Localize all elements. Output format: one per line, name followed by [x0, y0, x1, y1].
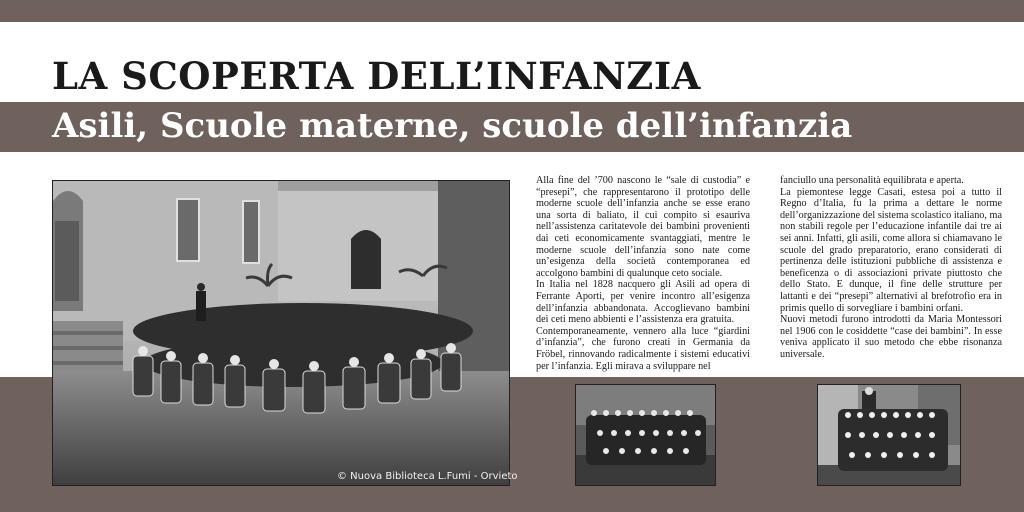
photo-credit: © Nuova Biblioteca L.Fumi - Orvieto: [337, 471, 518, 482]
paragraph: Contemporaneamente, vennero alla luce “giardini d’infanzia”, che furono creati in Germania da Fröbel, rinnovando radicalmente i sistemi educativi per l’infanzia. Egli mirava a sviluppare nel: [536, 325, 750, 372]
paragraph: In Italia nel 1828 nacquero gli Asili ad opera di Ferrante Aporti, per venire incontro all’esigenza dell’infanzia abbandonata. Accoglievano bambini dei ceti meno abbienti e l’assistenza era gratuita.: [536, 279, 750, 326]
paragraph: Nuovi metodi furono introdotti da Maria Montessori nel 1906 con le cosiddette “case dei bambini”. In esse veniva applicato il suo metodo che ebbe risonanza universale.: [780, 314, 1002, 360]
panel-subtitle: Asili, Scuole materne, scuole dell’infanzia: [52, 106, 853, 146]
text-column-2: [780, 175, 1002, 361]
paragraph: Alla fine del ’700 nascono le “sale di custodia” e “presepi”, che rappresentarono il prototipo delle moderne scuole dell’infanzia anche se esse erano una sorta di baliato, il cui compito si esauriva nell’assistenza caritatevole dei bambini provenienti dai ceti economicamente svantaggiati, mentre le moderne scuole dell’infanzia sono nate come un’esigenza della società contemporanea ed accolgono bambini di qualunque ceto sociale.: [536, 175, 750, 279]
small-photo-class-group: [575, 384, 716, 486]
small-photo-1-image: [576, 385, 716, 486]
top-band: [0, 0, 1024, 22]
panel-title: LA SCOPERTA DELL’INFANZIA: [52, 54, 701, 98]
small-photo-kindergarten-group: [817, 384, 961, 486]
text-column-1: [536, 175, 750, 372]
paragraph: fanciullo una personalità equilibrata e aperta.: [780, 175, 964, 186]
main-photo-children-courtyard: [52, 180, 510, 486]
paragraph: La piemontese legge Casati, estesa poi a tutto il Regno d’Italia, fu la prima a dettare le norme dell’organizzazione del sistema scolastico italiano, ma non stabilì regole per l’educazione infantile dai tre ai sei anni. Infatti, gli asili, come allora si chiamavano le scuole del grado preparatorio, erano considerati di pertinenza delle istituzioni pubbliche di assistenza e beneficenza o di associazioni private piuttosto che dello Stato. E dunque, il fine delle strutture per lattanti e dei “presepi” alternativi al brefotrofio era in primis quello di sorvegliare i bambini orfani.: [780, 186, 1002, 314]
main-photo-image: [53, 181, 510, 486]
small-photo-2-image: [818, 385, 961, 486]
